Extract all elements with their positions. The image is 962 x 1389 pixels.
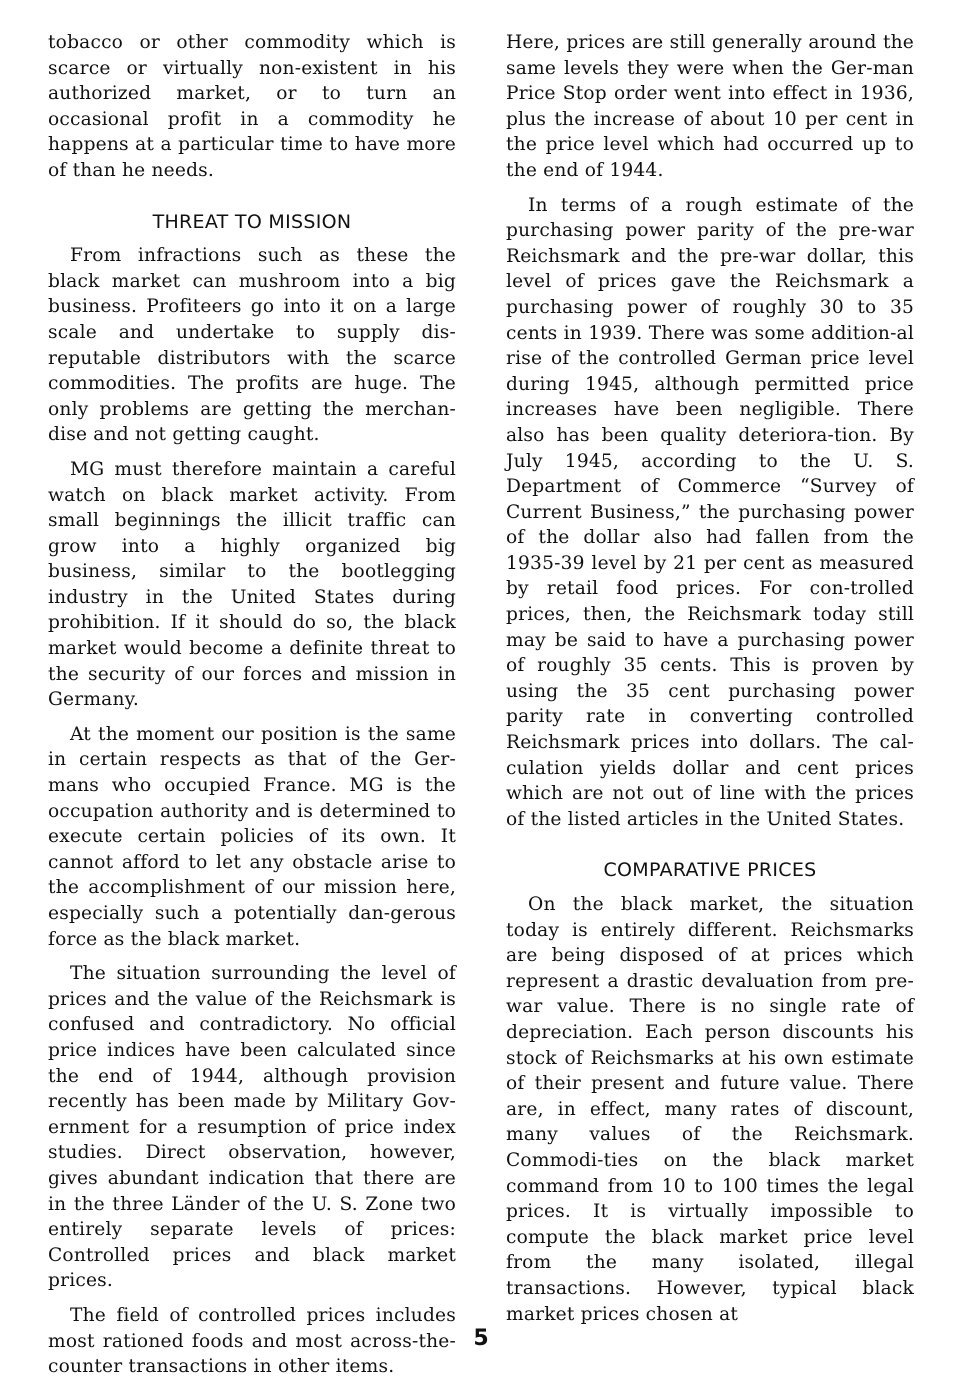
paragraph-continued: Here, prices are still generally around the same levels they were when the Ger-man Price Stop order went into effect in 1936, plus the increase of about 10 per cent in the price level which had occurred up to the end of 1944. — [506, 32, 914, 181]
paragraph: From infractions such as these the black market can mushroom into a big business. Profiteers go into it on a large scale and undertake to supply dis-reputable distributors with the scarce commodities. The profits are huge. The only problems are getting the merchan-dise and not getting caught. — [48, 245, 456, 446]
left-column — [48, 30, 456, 1389]
paragraph: On the black market, the situation today is entirely different. Reichsmarks are being disposed of at prices which represent a drastic devaluation from pre-war value. There is no single rate of depreciation. Each person discounts his stock of Reichsmarks at his own estimate of their present and future value. There are, in effect, many rates of discount, many values of the Reichsmark. Commodi-ties on the black market command from 10 to 100 times the legal prices. It is virtually impossible to compute the black market price level from the many isolated, illegal transactions. However, typical black market prices chosen at — [506, 894, 914, 1325]
paragraph-continued: tobacco or other commodity which is scarce or virtually non-existent in his authorized market, or to turn an occasional profit in a commodity he happens at a particular time to have more of than he needs. — [48, 32, 456, 181]
page-number: 5 — [473, 1326, 489, 1351]
paragraph: MG must therefore maintain a careful watch on black market activity. From small beginnings the illicit traffic can grow into a highly organized big business, similar to the bootlegging industry in the United States during prohibition. If it should do so, the black market would become a definite threat to the security of our forces and mission in Germany. — [48, 458, 456, 711]
paragraph: In terms of a rough estimate of the purchasing power parity of the pre-war Reichsmark and the pre-war dollar, this level of prices gave the Reichsmark a purchasing power of roughly 30 to 35 cents in 1939. There was some addition-al rise of the controlled German price level during 1945, although permitted price increases have been negligible. There also has been quality deteriora-tion. By July 1945, according to the U. S. Department of Commerce “Survey of Current Business,” the purchasing power of the dollar also had fallen from the 1935-39 level by 21 per cent as measured by retail food prices. For con-trolled prices, then, the Reichsmark today still may be said to have a purchasing power of roughly 35 cents. This is proven by using the 35 cent purchasing power parity rate in converting controlled Reichsmark prices into dollars. The cal-culation yields dollar and cent prices which are not out of line with the prices of the listed articles in the United States. — [506, 194, 914, 830]
heading-comparative-prices: COMPARATIVE PRICES — [603, 859, 817, 882]
paragraph: The situation surrounding the level of prices and the value of the Reichsmark is confused and contradictory. No official price indices have been calculated since the end of 1944, although provision recently has been made by Military Gov-ernment for a resumption of price index studies. Direct observation, however, gives abundant indication that there are in the three Länder of the U. S. Zone two entirely separate levels of prices: Controlled prices and black market prices. — [48, 963, 456, 1292]
paragraph: At the moment our position is the same in certain respects as that of the Ger-mans who occupied France. MG is the occupation authority and is determined to execute certain policies of its own. It cannot afford to let any obstacle arise to the accomplishment of our mission here, especially such a potentially dan-gerous force as the black market. — [48, 723, 456, 950]
heading-threat-to-mission: THREAT TO MISSION — [152, 210, 352, 233]
right-column — [506, 30, 914, 1336]
paragraph: The field of controlled prices includes most rationed foods and most across-the-counter transactions in other items. — [48, 1304, 456, 1378]
